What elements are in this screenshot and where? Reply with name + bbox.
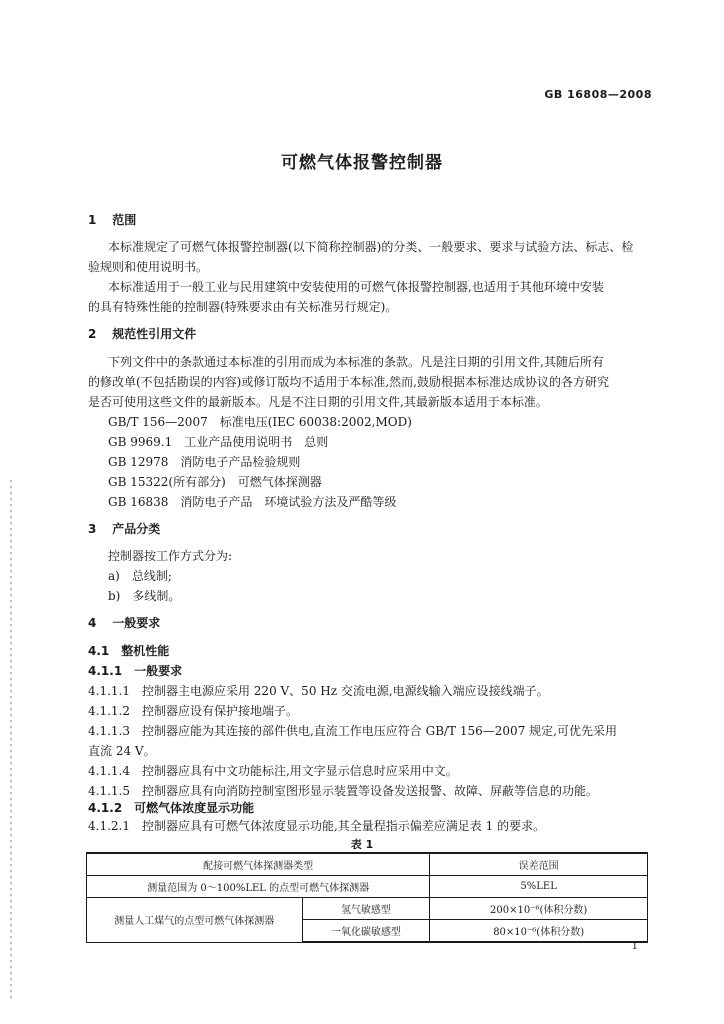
list-item: a) 总线制; [108,569,172,583]
clause-4-1-1-2: 4.1.1.2 控制器应设有保护接地端子。 [88,704,298,718]
section-4-heading [88,615,160,631]
reference-item: GB 9969.1 工业产品使用说明书 总则 [108,435,329,449]
error-range-table [86,852,648,943]
header-cell: 误差范围 [430,853,648,876]
standard-code: GB 16808—2008 [544,88,652,101]
section-number: 3 [88,522,97,536]
clause-4-1-1-3-line1: 4.1.1.3 控制器应能为其连接的部件供电,直流工作电压应符合 GB/T 156—2007 规定,可优先采用 [88,724,617,738]
table-caption: 表 1 [350,838,374,851]
section-number: 1 [88,213,97,227]
s2-para-line1: 下列文件中的条款通过本标准的引用而成为本标准的条款。凡是注日期的引用文件,其随后所有 [108,355,604,369]
clause-4-1-heading: 4.1 整机性能 [88,644,170,658]
list-item: b) 多线制。 [108,589,181,603]
binding-margin-dots [10,480,12,1000]
table-cell: 80×10⁻⁶(体积分数) [430,920,648,943]
section-title: 产品分类 [112,522,161,536]
clause-4-1-2-1: 4.1.2.1 控制器应具有可燃气体浓度显示功能,其全量程指示偏差应满足表 1 的要求。 [88,819,546,833]
header-cell: 配接可燃气体探测器类型 [87,853,430,876]
section-2-heading [88,326,196,342]
clause-4-1-1-3-line2: 直流 24 V。 [88,744,156,758]
table-row [87,876,648,898]
clause-4-1-2-heading: 4.1.2 可燃气体浓度显示功能 [88,801,255,815]
reference-item: GB 15322(所有部分) 可燃气体探测器 [108,475,322,489]
section-number: 4 [88,616,97,630]
table-header-row [87,853,648,876]
document-title: 可燃气体报警控制器 [281,153,443,173]
s2-para-line3: 是否可使用这些文件的最新版本。凡是不注日期的引用文件,其最新版本适用于本标准。 [88,395,548,409]
table-row [87,898,648,920]
reference-item: GB/T 156—2007 标准电压(IEC 60038:2002,MOD) [108,415,412,429]
clause-4-1-1-4: 4.1.1.4 控制器应具有中文功能标注,用文字显示信息时应采用中文。 [88,764,458,778]
section-1-heading [88,212,136,228]
section-title: 规范性引用文件 [112,327,197,341]
section-number: 2 [88,327,97,341]
reference-item: GB 12978 消防电子产品检验规则 [108,455,301,469]
s1-para2-line2: 的具有特殊性能的控制器(特殊要求由有关标准另行规定)。 [88,300,398,314]
s1-para1-line1: 本标准规定了可燃气体报警控制器(以下简称控制器)的分类、一般要求、要求与试验方法、标志、检 [108,240,634,254]
table-cell: 测量人工煤气的点型可燃气体探测器 [87,898,303,943]
reference-item: GB 16838 消防电子产品 环境试验方法及严酷等级 [108,495,397,509]
section-3-heading [88,521,160,537]
clause-4-1-1-5: 4.1.1.5 控制器应具有向消防控制室图形显示装置等设备发送报警、故障、屏蔽等信息的功能。 [88,784,598,798]
s2-para-line2: 的修改单(不包括勘误的内容)或修订版均不适用于本标准,然而,鼓励根据本标准达成协议的各方研究 [88,375,609,389]
table-cell: 一氧化碳敏感型 [302,920,430,943]
s1-para2-line1: 本标准适用于一般工业与民用建筑中安装使用的可燃气体报警控制器,也适用于其他环境中安装 [108,280,604,294]
table-cell: 氢气敏感型 [302,898,430,920]
page-number: 1 [631,941,638,952]
table-cell: 5%LEL [430,876,648,898]
table-cell: 200×10⁻⁶(体积分数) [430,898,648,920]
s1-para1-line2: 验规则和使用说明书。 [88,260,209,274]
clause-4-1-1-1: 4.1.1.1 控制器主电源应采用 220 V、50 Hz 交流电源,电源线输入端应设接线端子。 [88,684,549,698]
s3-intro: 控制器按工作方式分为: [108,549,233,563]
clause-4-1-1-heading: 4.1.1 一般要求 [88,664,183,678]
section-title: 一般要求 [112,616,161,630]
section-title: 范围 [112,213,137,227]
table-cell: 测量范围为 0～100%LEL 的点型可燃气体探测器 [87,876,430,898]
